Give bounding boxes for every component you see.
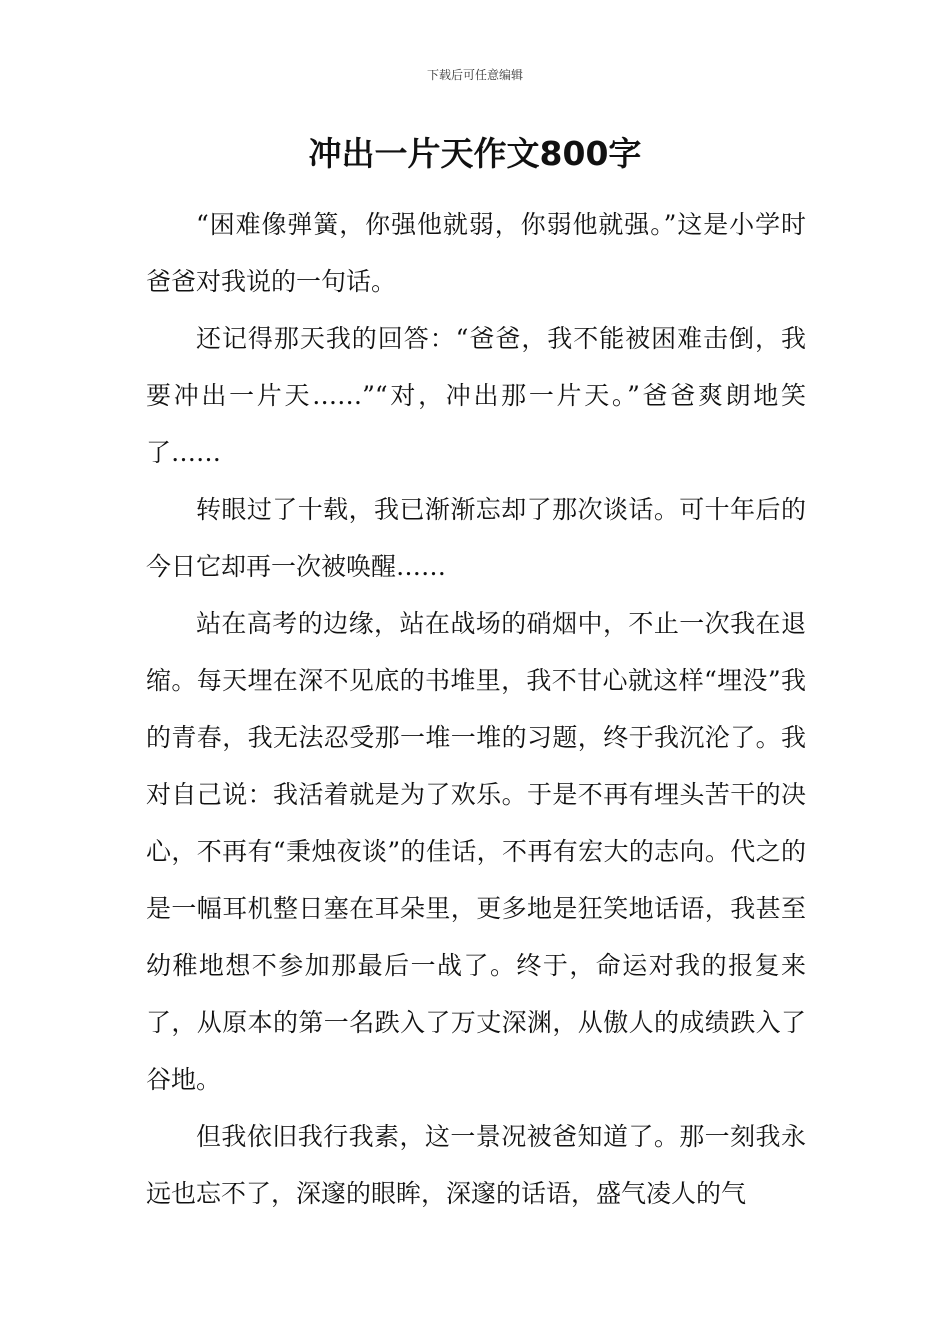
paragraph-3: 转眼过了十载，我已渐渐忘却了那次谈话。可十年后的今日它却再一次被唤醒…… bbox=[146, 495, 806, 581]
paragraph-5: 但我依旧我行我素，这一景况被爸知道了。那一刻我永远也忘不了，深邃的眼眸，深邃的话语，盛气凌人的气 bbox=[146, 1122, 806, 1208]
document-body bbox=[146, 196, 806, 1222]
document-title: 冲出一片天作文800字 bbox=[308, 134, 642, 173]
paragraph-1: “困难像弹簧，你强他就弱，你弱他就强。”这是小学时爸爸对我说的一句话。 bbox=[146, 210, 806, 296]
paragraph-4: 站在高考的边缘，站在战场的硝烟中，不止一次我在退缩。每天埋在深不见底的书堆里，我不甘心就这样“埋没”我的青春，我无法忍受那一堆一堆的习题，终于我沉沦了。我对自己说：我活着就是为了欢乐。于是不再有埋头苦干的决心，不再有“秉烛夜谈”的佳话，不再有宏大的志向。代之的是一幅耳机整日塞在耳朵里，更多地是狂笑地话语，我甚至幼稚地想不参加那最后一战了。终于，命运对我的报复来了，从原本的第一名跌入了万丈深渊，从傲人的成绩跌入了谷地。 bbox=[146, 609, 806, 1094]
page-header-note: 下载后可任意编辑 bbox=[426, 68, 523, 82]
paragraph-2: 还记得那天我的回答：“爸爸，我不能被困难击倒，我要冲出一片天……”“对，冲出那一片天。”爸爸爽朗地笑了…… bbox=[146, 324, 806, 467]
